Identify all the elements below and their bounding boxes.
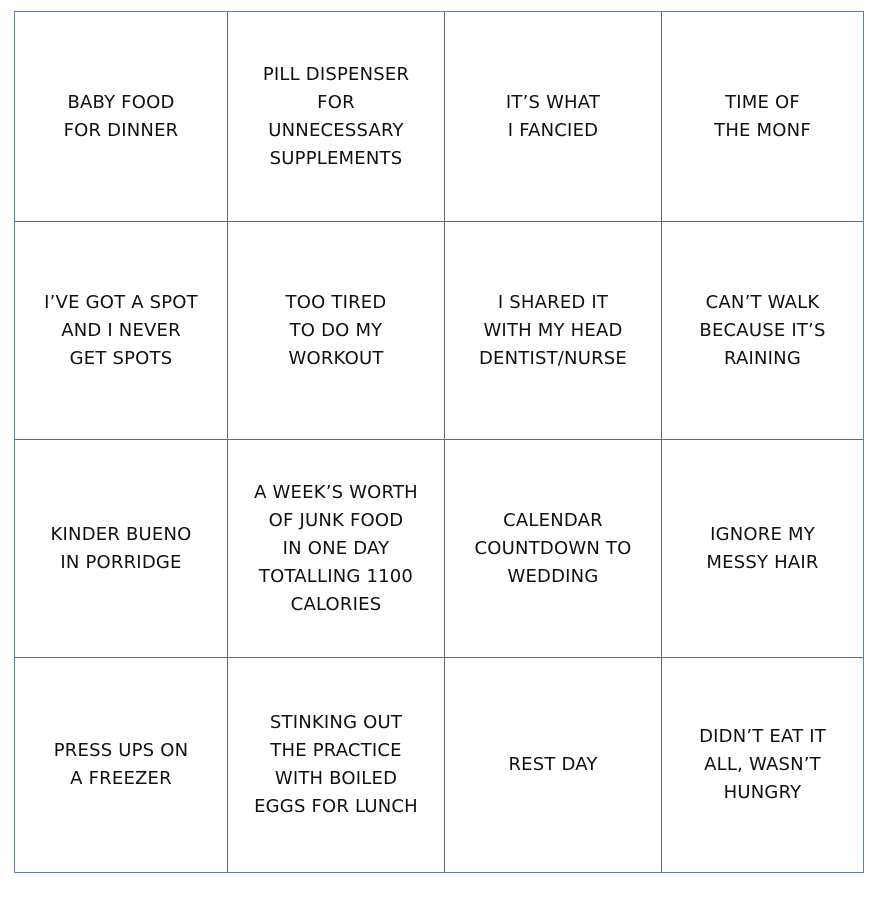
cell-text: KINDER BUENO IN PORRIDGE [50,523,192,573]
bingo-grid [14,11,864,873]
bingo-cell-r2c3 [445,222,662,440]
cell-text: CAN’T WALK BECAUSE IT’S RAINING [699,291,826,369]
cell-text: STINKING OUT THE PRACTICE WITH BOILED EGGS FOR LUNCH [254,712,418,817]
bingo-cell-r2c1 [15,222,228,440]
cell-text: BABY FOOD FOR DINNER [63,91,179,141]
bingo-cell-r3c2 [228,440,445,658]
bingo-cell-r1c1 [15,12,228,222]
cell-text: IGNORE MY MESSY HAIR [706,523,819,573]
bingo-cell-r4c2 [228,658,445,872]
cell-text: PILL DISPENSER FOR UNNECESSARY SUPPLEMENTS [262,63,410,169]
bingo-cell-r2c2 [228,222,445,440]
bingo-cell-r1c4 [662,12,863,222]
cell-text: I’VE GOT A SPOT AND I NEVER GET SPOTS [44,291,198,369]
bingo-cell-r4c1 [15,658,228,872]
cell-text: CALENDAR COUNTDOWN TO WEDDING [474,509,632,587]
bingo-cell-r3c4 [662,440,863,658]
bingo-cell-r3c3 [445,440,662,658]
cell-text: TOO TIRED TO DO MY WORKOUT [285,291,387,369]
bingo-cell-r3c1 [15,440,228,658]
cell-text: DIDN’T EAT IT ALL, WASN’T HUNGRY [699,726,826,803]
bingo-cell-r1c3 [445,12,662,222]
cell-text: IT’S WHAT I FANCIED [505,91,601,141]
bingo-cell-r4c4 [662,658,863,872]
bingo-cell-r1c2 [228,12,445,222]
cell-text: PRESS UPS ON A FREEZER [53,740,189,789]
bingo-cell-r4c3 [445,658,662,872]
cell-text: A WEEK’S WORTH OF JUNK FOOD IN ONE DAY TOTALLING 1100 CALORIES [254,481,418,615]
cell-text: REST DAY [508,754,598,775]
cell-text: TIME OF THE MONF [714,91,811,141]
cell-text: I SHARED IT WITH MY HEAD DENTIST/NURSE [478,291,628,369]
bingo-cell-r2c4 [662,222,863,440]
